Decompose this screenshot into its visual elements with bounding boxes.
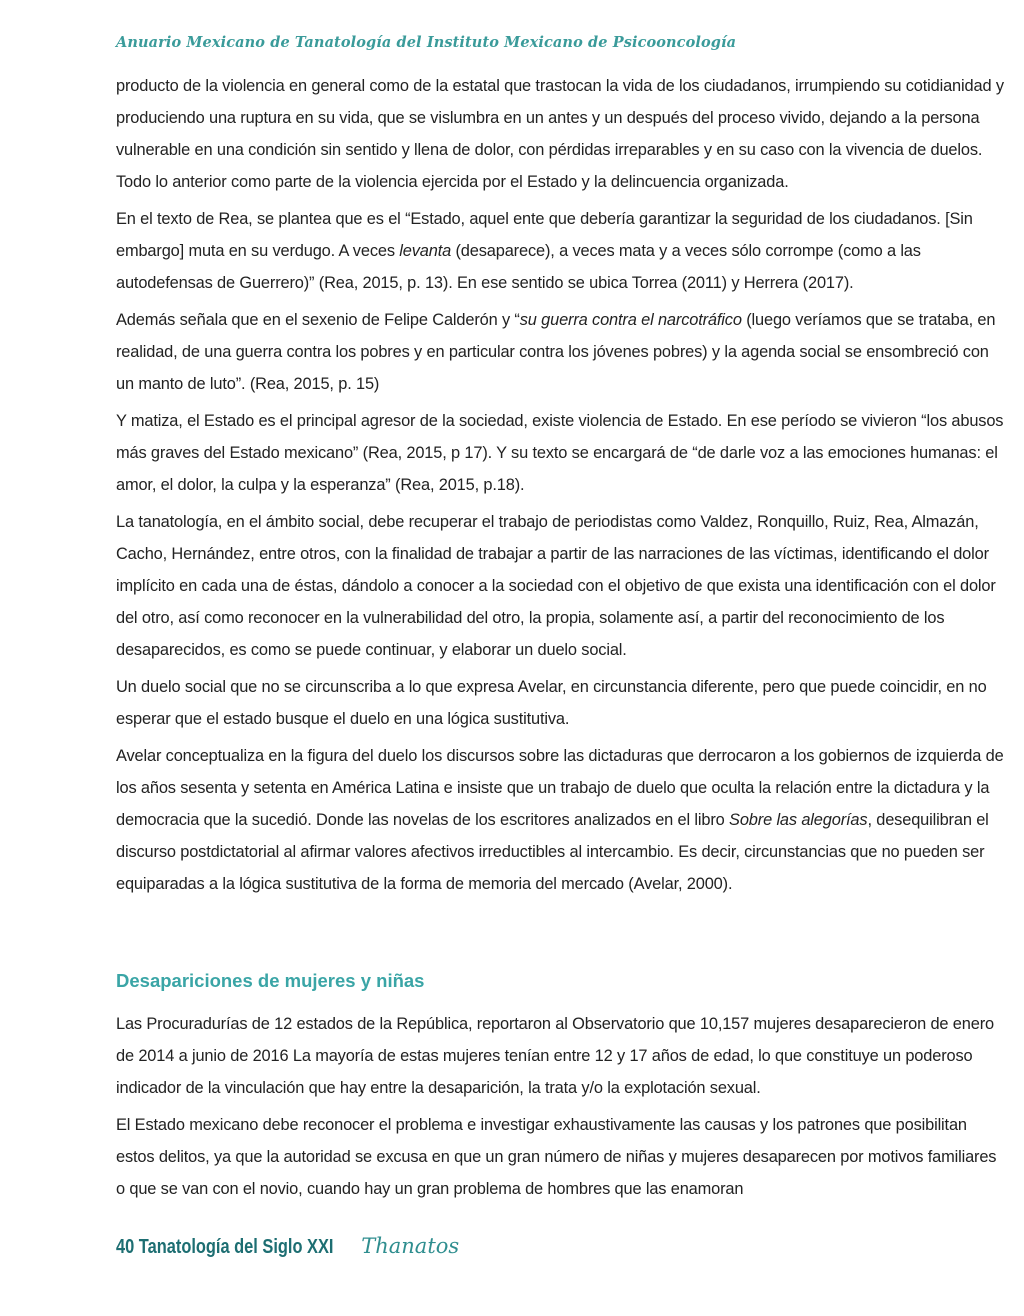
paragraph-2-text-b: (desaparece), a veces mata y a veces sólo corrompe (como a las autodefensas de Guerrero)” (Rea, 2015, p. 13). En ese sentido se ubica Torrea (2011) y Herrera (2017). — [116, 242, 921, 292]
emphasis-levanta: levanta — [399, 242, 452, 260]
journal-header: Anuario Mexicano de Tanatología del Instituto Mexicano de Psicooncología — [116, 34, 737, 51]
book-title: Sobre las alegorías — [729, 811, 868, 829]
paragraph-7-text-b: , desequilibran el discurso postdictatorial al afirmar valores afectivos irreductibles al intercambio. Es decir, circunstancias que no pueden ser equiparadas a la lógica sustitutiva de la forma de memoria del mercado (Avelar, 2000). — [116, 811, 989, 893]
page-footer — [116, 1234, 459, 1259]
paragraph-7-text-a: Avelar conceptualiza en la figura del duelo los discursos sobre las dictaduras que derrocaron a los gobiernos de izquierda de los años sesenta y setenta en América Latina e insiste que un trabajo de duelo que oculta la relación entre la dictadura y la democracia que la sucedió. Donde las novelas de los escritores analizados en el libro — [116, 747, 1004, 829]
page-number-title: 40 Tanatología del Siglo XXI — [116, 1236, 334, 1258]
paragraph-1: producto de la violencia en general como de la estatal que trastocan la vida de los ciudadanos, irrumpiendo su cotidianidad y produciendo una ruptura en su vida, que se vislumbra en un antes y un después del proceso vivido, dejando a la persona vulnerable en una condición sin sentido y llena de dolor, con pérdidas irreparables y en su caso con la vivencia de duelos. Todo lo anterior como parte de la violencia ejercida por el Estado y la delincuencia organizada. — [116, 77, 1004, 191]
section-heading: Desapariciones de mujeres y niñas — [116, 970, 425, 991]
paragraph-5: La tanatología, en el ámbito social, debe recuperar el trabajo de periodistas como Valdez, Ronquillo, Ruiz, Rea, Almazán, Cacho, Hernández, entre otros, con la finalidad de trabajar a partir de las narraciones de las víctimas, identificando el dolor implícito en cada una de éstas, dándolo a conocer a la sociedad con el objetivo de que exista una identificación con el dolor del otro, así como reconocer en la vulnerabilidad del otro, la propia, solamente así, a partir del reconocimiento de los desaparecidos, es como se puede continuar, y elaborar un duelo social. — [116, 513, 996, 659]
paragraph-4: Y matiza, el Estado es el principal agresor de la sociedad, existe violencia de Estado. En ese período se vivieron “los abusos más graves del Estado mexicano” (Rea, 2015, p 17). Y su texto se encargará de “de darle voz a las emociones humanas: el amor, el dolor, la culpa y la esperanza” (Rea, 2015, p.18). — [116, 412, 1004, 494]
paragraph-3-text-a: Además señala que en el sexenio de Felipe Calderón y “ — [116, 311, 520, 329]
paragraph-2-text-a: En el texto de Rea, se plantea que es el “Estado, aquel ente que debería garantizar la seguridad de los ciudadanos. [Sin embargo] muta en su verdugo. A veces — [116, 210, 973, 260]
body-section-2 — [116, 1008, 1006, 1205]
paragraph-9: El Estado mexicano debe reconocer el problema e investigar exhaustivamente las causas y los patrones que posibilitan estos delitos, ya que la autoridad se excusa en que un gran número de niñas y mujeres desaparecen por motivos familiares o que se van con el novio, cuando hay un gran problema de hombres que las enamoran — [116, 1116, 997, 1198]
paragraph-2 — [116, 203, 1006, 299]
paragraph-8: Las Procuradurías de 12 estados de la República, reportaron al Observatorio que 10,157 mujeres desaparecieron de enero de 2014 a junio de 2016 La mayoría de estas mujeres tenían entre 12 y 17 años de edad, lo que constituye un poderoso indicador de la vinculación que hay entre la desaparición, la trata y/o la explotación sexual. — [116, 1015, 994, 1097]
body-section-1 — [116, 70, 1006, 900]
paragraph-3 — [116, 304, 1006, 400]
thanatos-logo: Thanatos — [361, 1234, 460, 1258]
paragraph-7 — [116, 740, 1006, 900]
emphasis-guerra: su guerra contra el narcotráfico — [519, 311, 742, 329]
paragraph-3-text-b: (luego veríamos que se trataba, en realidad, de una guerra contra los pobres y en particular contra los jóvenes pobres) y la agenda social se ensombreció con un manto de luto”. (Rea, 2015, p. 15) — [116, 311, 996, 393]
paragraph-6: Un duelo social que no se circunscriba a lo que expresa Avelar, en circunstancia diferente, pero que puede coincidir, en no esperar que el estado busque el duelo en una lógica sustitutiva. — [116, 678, 987, 728]
